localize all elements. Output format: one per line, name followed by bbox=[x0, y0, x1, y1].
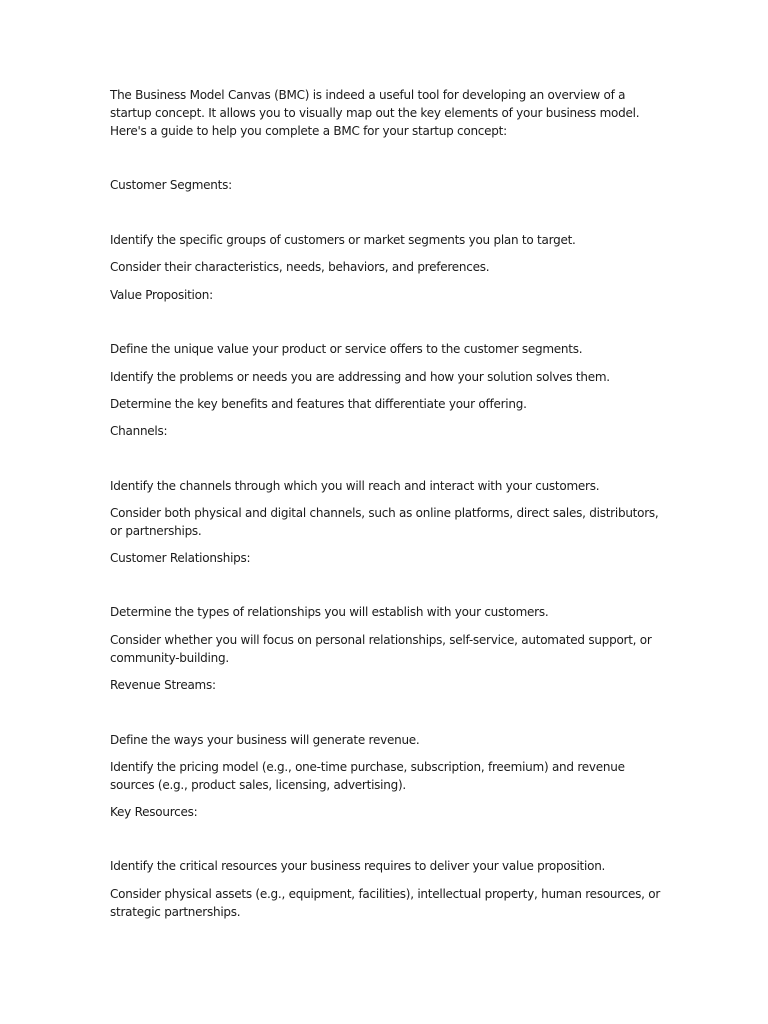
section-heading: Value Proposition: bbox=[110, 288, 213, 302]
paragraph-line: Identify the pricing model (e.g., one-time purchase, subscription, freemium) and revenue bbox=[110, 760, 625, 774]
paragraph-line: Define the ways your business will generate revenue. bbox=[110, 733, 420, 747]
paragraph-line: Identify the specific groups of customers or market segments you plan to target. bbox=[110, 233, 576, 247]
section-heading: Customer Relationships: bbox=[110, 551, 251, 565]
paragraph-line: Consider their characteristics, needs, behaviors, and preferences. bbox=[110, 260, 490, 274]
paragraph-line: Determine the key benefits and features that differentiate your offering. bbox=[110, 397, 527, 411]
paragraph-line: community-building. bbox=[110, 651, 229, 665]
paragraph-line: strategic partnerships. bbox=[110, 905, 241, 919]
paragraph-line: Consider whether you will focus on personal relationships, self-service, automated support, or bbox=[110, 633, 652, 647]
section-heading: Key Resources: bbox=[110, 805, 198, 819]
section-heading: Channels: bbox=[110, 424, 168, 438]
paragraph-line: Consider both physical and digital channels, such as online platforms, direct sales, distributors, bbox=[110, 506, 659, 520]
paragraph-line: Define the unique value your product or service offers to the customer segments. bbox=[110, 342, 583, 356]
paragraph-line: Identify the channels through which you will reach and interact with your customers. bbox=[110, 479, 600, 493]
intro-line: The Business Model Canvas (BMC) is indeed a useful tool for developing an overview of a bbox=[110, 88, 626, 102]
paragraph-line: Consider physical assets (e.g., equipment, facilities), intellectual property, human resources, or bbox=[110, 887, 661, 901]
paragraph-line: or partnerships. bbox=[110, 524, 202, 538]
intro-line: startup concept. It allows you to visually map out the key elements of your business model. bbox=[110, 106, 640, 120]
paragraph-line: Identify the problems or needs you are addressing and how your solution solves them. bbox=[110, 370, 610, 384]
section-heading: Revenue Streams: bbox=[110, 678, 216, 692]
intro-line: Here's a guide to help you complete a BMC for your startup concept: bbox=[110, 124, 507, 138]
paragraph-line: sources (e.g., product sales, licensing, advertising). bbox=[110, 778, 406, 792]
section-heading: Customer Segments: bbox=[110, 178, 232, 192]
paragraph-line: Identify the critical resources your business requires to deliver your value proposition. bbox=[110, 859, 606, 873]
paragraph-line: Determine the types of relationships you will establish with your customers. bbox=[110, 605, 549, 619]
